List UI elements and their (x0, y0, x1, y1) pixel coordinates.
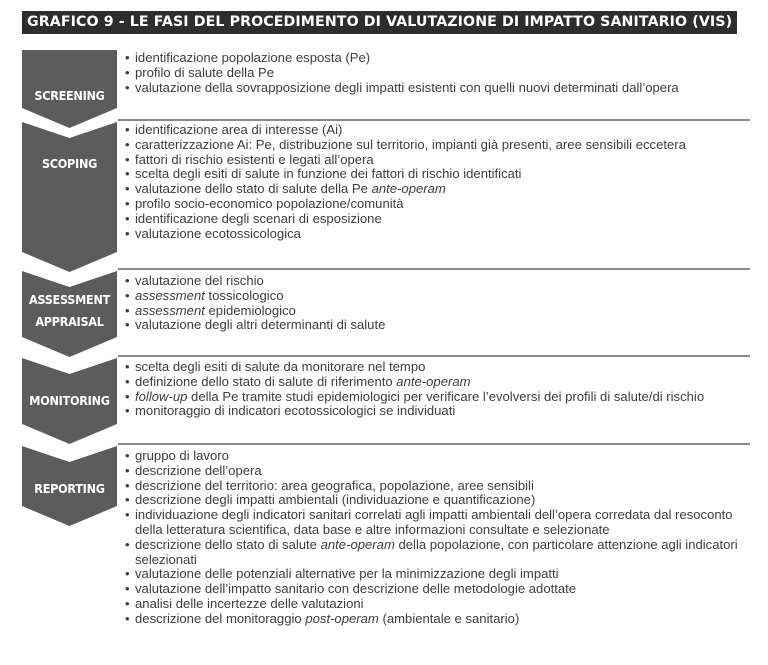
phase-item (125, 51, 755, 66)
item-text: identificazione popolazione esposta (Pe) (135, 50, 371, 65)
phase-item (125, 597, 755, 612)
item-text: analisi delle incertezze delle valutazioni (135, 595, 364, 611)
phase-item (125, 289, 755, 304)
phase-item (125, 390, 755, 405)
item-text: della Pe tramite studi epidemiologici per verificare l’evolversi dei profili di salute/di rischio (187, 388, 705, 404)
item-text: caratterizzazione Ai: Pe, distribuzione sul territorio, impianti già presenti, aree sensibili eccetera (135, 136, 686, 152)
phase-item (125, 449, 755, 464)
chevron-assessment-appraisal (22, 271, 117, 357)
item-text: descrizione del monitoraggio (135, 610, 306, 626)
item-text: descrizione degli impatti ambientali (individuazione e quantificazione) (135, 492, 536, 508)
item-text: valutazione del rischio (135, 273, 264, 288)
section-divider (118, 119, 750, 121)
italic-term: assessment (135, 302, 205, 318)
phase-items-monitoring (125, 360, 755, 419)
chevron-monitoring (22, 358, 117, 444)
phase-label: REPORTING (34, 481, 105, 496)
phase-item (125, 182, 755, 197)
item-text: valutazione dell’impatto sanitario con descrizione delle metodologie adottate (135, 581, 577, 597)
item-text: valutazione degli altri determinanti di salute (135, 317, 386, 333)
phase-item (125, 81, 755, 96)
phase-item (125, 493, 755, 508)
item-text: (ambientale e sanitario) (378, 610, 520, 626)
item-text: epidemiologico (204, 302, 296, 318)
phase-item (125, 66, 755, 81)
phase-item (125, 464, 755, 479)
phase-items-scoping (125, 123, 755, 241)
item-text: descrizione del territorio: area geografica, popolazione, aree sensibili (135, 477, 534, 493)
phase-item (125, 212, 755, 227)
italic-term: assessment (135, 287, 205, 303)
phase-label: MONITORING (29, 393, 110, 408)
phase-item (125, 138, 755, 153)
italic-term: ante-operam (320, 536, 395, 552)
item-text: individuazione degli indicatori sanitari correlati agli impatti ambientali dell’opera corredata dal resoconto della letteratura scientifica, data base e altre informazioni consultate e selezionate (135, 507, 733, 537)
chevron-reporting (22, 446, 117, 526)
item-text: identificazione degli scenari di esposizione (135, 210, 382, 226)
phase-item (125, 375, 755, 390)
phase-item (125, 508, 755, 538)
phase-item (125, 582, 755, 597)
phase-item (125, 153, 755, 168)
phase-item (125, 318, 755, 333)
chevron-shape (22, 122, 117, 272)
phase-item (125, 304, 755, 319)
italic-term: follow-up (135, 388, 188, 404)
item-text: fattori di rischio esistenti e legati all’opera (135, 151, 374, 167)
item-text: profilo di salute della Pe (135, 64, 275, 80)
italic-term: post-operam (305, 610, 379, 626)
phase-item (125, 197, 755, 212)
phase-item (125, 479, 755, 494)
chevron-fill (22, 122, 117, 272)
phase-label: APPRAISAL (35, 314, 104, 329)
item-text: gruppo di lavoro (135, 448, 229, 463)
phase-item (125, 538, 755, 568)
chevron-scoping (22, 122, 117, 272)
item-text: della popolazione, con particolare attenzione agli indicatori selezionati (135, 536, 738, 567)
phase-label: SCOPING (41, 156, 98, 171)
phase-item (125, 404, 755, 419)
diagram-title: GRAFICO 9 - LE FASI DEL PROCEDIMENTO DI VALUTAZIONE DI IMPATTO SANITARIO (VIS) (22, 11, 737, 34)
section-divider (118, 268, 750, 270)
italic-term: ante-operam (396, 373, 471, 389)
item-text: definizione dello stato di salute di riferimento (135, 373, 397, 389)
item-text: valutazione dello stato di salute della Pe (135, 181, 372, 197)
phase-item (125, 612, 755, 627)
phase-item (125, 167, 755, 182)
item-text: monitoraggio di indicatori ecotossicologici se individuati (135, 403, 456, 419)
item-text: descrizione dell’opera (135, 462, 262, 478)
item-text: valutazione ecotossicologica (135, 225, 301, 241)
section-divider (118, 355, 750, 357)
phase-item (125, 360, 755, 375)
phase-item (125, 123, 755, 138)
section-divider (118, 443, 750, 445)
phase-item (125, 567, 755, 582)
chevron-screening (22, 50, 117, 128)
item-text: valutazione della sovrapposizione degli impatti esistenti con quelli nuovi determinati dall’opera (135, 79, 679, 95)
phase-items-reporting (125, 449, 755, 627)
phase-item (125, 227, 755, 242)
phase-item (125, 274, 755, 289)
item-text: identificazione area di interesse (Ai) (135, 122, 343, 137)
item-text: tossicologico (204, 287, 284, 303)
phase-label: SCREENING (34, 88, 105, 103)
item-text: scelta degli esiti di salute da monitorare nel tempo (135, 359, 426, 374)
phase-label: ASSESSMENT (28, 292, 111, 307)
phase-items-assessment-appraisal (125, 274, 755, 333)
italic-term: ante-operam (371, 181, 446, 197)
phase-items-screening (125, 51, 755, 95)
item-text: scelta degli esiti di salute in funzione dei fattori di rischio identificati (135, 166, 522, 182)
item-text: descrizione dello stato di salute (135, 536, 321, 552)
item-text: profilo socio-economico popolazione/comunità (135, 195, 404, 211)
item-text: valutazione delle potenziali alternative per la minimizzazione degli impatti (135, 566, 559, 582)
